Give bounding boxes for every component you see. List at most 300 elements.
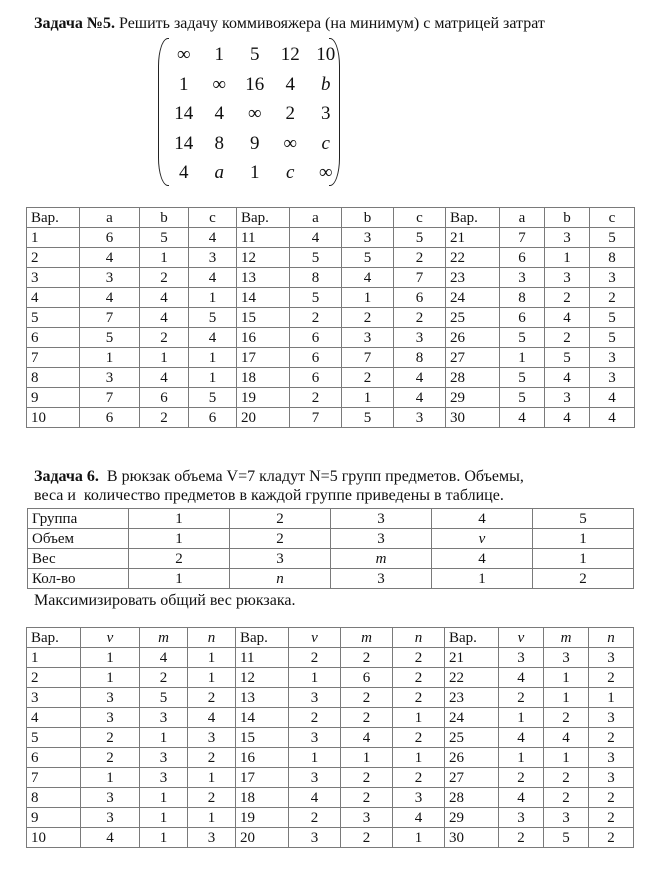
table-cell: 3 [80, 268, 140, 288]
table-cell: 8 [394, 348, 446, 368]
table-cell: 3 [544, 648, 589, 668]
table-row [27, 728, 634, 748]
table-cell: 5 [140, 688, 188, 708]
table-cell: 2 [394, 248, 446, 268]
table-cell: 1 [140, 248, 189, 268]
table-cell: 6 [500, 248, 545, 268]
table-cell: 3 [289, 828, 341, 848]
table-cell: 2 [230, 529, 331, 549]
column-header: Вар. [445, 628, 499, 648]
table-cell: 6 [189, 408, 237, 428]
table-cell: 2 [289, 648, 341, 668]
table-cell: 2 [341, 768, 393, 788]
table-cell: 4 [394, 388, 446, 408]
table-cell: 2 [589, 728, 634, 748]
table-header-row [27, 208, 635, 228]
matrix-cell: 2 [285, 103, 295, 124]
table-cell: 1 [533, 549, 634, 569]
table-cell: 2 [140, 268, 189, 288]
task5-heading [34, 15, 545, 33]
table-cell: 1 [140, 348, 189, 368]
matrix-cell: 8 [214, 132, 224, 154]
table-cell: 2 [589, 788, 634, 808]
variant-number: 19 [237, 388, 290, 408]
table-cell: 5 [500, 388, 545, 408]
variant-number: 3 [27, 688, 81, 708]
variant-number: 18 [236, 788, 289, 808]
table-cell: 3 [289, 728, 341, 748]
table-cell: 3 [589, 708, 634, 728]
table-cell: 3 [589, 648, 634, 668]
table-cell: 1 [81, 648, 140, 668]
table-cell: 2 [533, 569, 634, 589]
matrix-cell: 1 [179, 73, 189, 95]
variant-number: 5 [27, 728, 81, 748]
table-cell: 4 [290, 228, 342, 248]
table-cell: 2 [342, 368, 394, 388]
table-cell: 7 [500, 228, 545, 248]
table-cell: 1 [289, 668, 341, 688]
table-cell: 5 [342, 408, 394, 428]
table-cell: 3 [81, 808, 140, 828]
table-cell: 2 [230, 509, 331, 529]
matrix-cell: c [286, 162, 295, 183]
table-cell: 3 [289, 688, 341, 708]
table-cell: 6 [290, 368, 342, 388]
table-cell: 7 [290, 408, 342, 428]
table-cell: 4 [189, 228, 237, 248]
table-cell: 4 [500, 408, 545, 428]
table-cell: 3 [341, 808, 393, 828]
variant-number: 1 [27, 228, 80, 248]
table-cell: 4 [140, 308, 189, 328]
table-cell: 3 [499, 808, 544, 828]
matrix-grid [166, 40, 344, 188]
task6-heading [34, 467, 524, 505]
table-row [27, 368, 635, 388]
table-cell: 2 [393, 768, 445, 788]
table-row [27, 388, 635, 408]
variant-number: 20 [237, 408, 290, 428]
variant-number: 21 [446, 228, 500, 248]
table-cell: 3 [589, 768, 634, 788]
column-header: Вар. [237, 208, 290, 228]
variant-number: 28 [445, 788, 499, 808]
table-cell: 1 [500, 348, 545, 368]
table-cell: 4 [140, 648, 188, 668]
variant-number: 17 [236, 768, 289, 788]
table-cell: 1 [393, 708, 445, 728]
column-header: b [545, 208, 590, 228]
table-cell: 4 [81, 828, 140, 848]
variant-number: 22 [446, 248, 500, 268]
table-cell: v [432, 529, 533, 549]
table-cell: 2 [129, 549, 230, 569]
table-cell: 3 [80, 368, 140, 388]
variant-number: 4 [27, 288, 80, 308]
table-cell: 8 [290, 268, 342, 288]
table-cell: 5 [500, 328, 545, 348]
table-row [27, 248, 635, 268]
task6-line1: В рюкзак объема V=7 кладут N=5 групп предметов. Объемы, [98, 468, 524, 485]
table-cell: 2 [589, 808, 634, 828]
column-header: c [590, 208, 635, 228]
table-cell: 5 [394, 228, 446, 248]
table-cell: 3 [590, 348, 635, 368]
table-cell: 4 [545, 408, 590, 428]
matrix-cell: 3 [321, 103, 331, 124]
table-cell: 5 [290, 288, 342, 308]
table-cell: 1 [189, 348, 237, 368]
table-cell: 6 [341, 668, 393, 688]
variant-number: 7 [27, 348, 80, 368]
column-header: c [189, 208, 237, 228]
variant-number: 13 [237, 268, 290, 288]
column-header: m [341, 628, 393, 648]
table-cell: 1 [188, 668, 236, 688]
table-cell: 1 [129, 509, 230, 529]
table-cell: 4 [590, 408, 635, 428]
variant-number: 27 [445, 768, 499, 788]
table-cell: 3 [81, 708, 140, 728]
table-row [27, 708, 634, 728]
table-row [27, 828, 634, 848]
table-cell: 6 [290, 348, 342, 368]
cost-matrix [158, 38, 340, 186]
table-cell: 2 [289, 808, 341, 828]
table-cell: 4 [342, 268, 394, 288]
table-cell: 4 [394, 368, 446, 388]
variant-number: 27 [446, 348, 500, 368]
knapsack-groups-table [27, 508, 634, 589]
matrix-cell: 4 [179, 162, 189, 183]
table-cell: 1 [80, 348, 140, 368]
table-cell: 2 [140, 668, 188, 688]
table-cell: 4 [80, 248, 140, 268]
variant-number: 1 [27, 648, 81, 668]
variant-number: 14 [236, 708, 289, 728]
table-cell: 3 [394, 328, 446, 348]
variant-number: 30 [445, 828, 499, 848]
column-header: n [589, 628, 634, 648]
table-cell: 5 [590, 328, 635, 348]
matrix-cell: ∞ [283, 132, 298, 154]
table-cell: 5 [342, 248, 394, 268]
table-cell: 1 [129, 529, 230, 549]
table-cell: 1 [140, 808, 188, 828]
table-cell: 5 [590, 308, 635, 328]
table-cell: 2 [590, 288, 635, 308]
task6-label: Задача 6. [34, 468, 99, 485]
table-cell: 2 [341, 688, 393, 708]
table-cell: 2 [140, 408, 189, 428]
column-header: m [140, 628, 188, 648]
table-cell: 6 [500, 308, 545, 328]
variant-number: 16 [236, 748, 289, 768]
table-cell: m [331, 549, 432, 569]
matrix-cell: b [321, 73, 331, 95]
column-header: v [499, 628, 544, 648]
variant-number: 28 [446, 368, 500, 388]
table-cell: 2 [188, 748, 236, 768]
variant-number: 6 [27, 328, 80, 348]
table-row [27, 268, 635, 288]
table-cell: 2 [545, 288, 590, 308]
table-cell: 4 [393, 808, 445, 828]
column-header: v [81, 628, 140, 648]
variant-number: 12 [236, 668, 289, 688]
table-cell: 4 [289, 788, 341, 808]
table-cell: 1 [140, 728, 188, 748]
matrix-cell: 1 [250, 162, 260, 183]
variant-number: 2 [27, 668, 81, 688]
table-cell: 3 [230, 549, 331, 569]
table-cell: 1 [289, 748, 341, 768]
table-row [27, 748, 634, 768]
table-cell: 1 [188, 768, 236, 788]
column-header: a [500, 208, 545, 228]
variant-number: 20 [236, 828, 289, 848]
variant-number: 18 [237, 368, 290, 388]
table-cell: 4 [545, 368, 590, 388]
matrix-cell: 9 [250, 132, 260, 154]
table-cell: 4 [499, 728, 544, 748]
table-cell: 1 [341, 748, 393, 768]
variant-number: 26 [446, 328, 500, 348]
table-cell: 6 [140, 388, 189, 408]
table-cell: 2 [544, 768, 589, 788]
table-cell: 6 [394, 288, 446, 308]
table-cell: 4 [545, 308, 590, 328]
table-cell: 1 [188, 648, 236, 668]
matrix-cell: 1 [214, 44, 224, 65]
table-cell: 2 [341, 648, 393, 668]
table-cell: 2 [544, 708, 589, 728]
variant-number: 10 [27, 408, 80, 428]
row-label: Кол-во [28, 569, 129, 589]
table-cell: 2 [545, 328, 590, 348]
table-cell: 1 [544, 688, 589, 708]
table-cell: 6 [290, 328, 342, 348]
column-header: n [393, 628, 445, 648]
matrix-cell: ∞ [318, 162, 333, 183]
table-cell: 3 [393, 788, 445, 808]
table-row [27, 808, 634, 828]
matrix-cell: 5 [250, 44, 260, 65]
table-cell: 3 [140, 768, 188, 788]
table-row [28, 529, 634, 549]
table-cell: 1 [81, 768, 140, 788]
column-header: b [140, 208, 189, 228]
table-cell: 2 [393, 668, 445, 688]
variant-number: 13 [236, 688, 289, 708]
column-header: a [80, 208, 140, 228]
variant-number: 26 [445, 748, 499, 768]
table-cell: 8 [590, 248, 635, 268]
matrix-cell: 4 [285, 73, 295, 95]
table-cell: 3 [189, 248, 237, 268]
variant-number: 7 [27, 768, 81, 788]
variant-number: 8 [27, 788, 81, 808]
table-cell: 1 [140, 788, 188, 808]
matrix-cell: 16 [245, 73, 265, 95]
table-cell: 2 [544, 788, 589, 808]
table-cell: 1 [545, 248, 590, 268]
table-cell: 3 [544, 808, 589, 828]
table-cell: 3 [590, 268, 635, 288]
table-cell: 3 [331, 529, 432, 549]
table-cell: 6 [80, 408, 140, 428]
matrix-cell: a [214, 162, 224, 183]
table-cell: 4 [499, 668, 544, 688]
column-header: c [394, 208, 446, 228]
matrix-cell: 10 [316, 44, 336, 65]
table-row [28, 509, 634, 529]
table-row [28, 549, 634, 569]
variant-number: 8 [27, 368, 80, 388]
variant-number: 22 [445, 668, 499, 688]
table-cell: 3 [545, 388, 590, 408]
table-cell: 1 [533, 529, 634, 549]
table-cell: 4 [140, 288, 189, 308]
table-cell: 1 [589, 688, 634, 708]
variant-number: 25 [445, 728, 499, 748]
table-cell: 2 [341, 788, 393, 808]
matrix-cell: 14 [174, 132, 194, 154]
table-cell: 3 [81, 688, 140, 708]
table-cell: 5 [533, 509, 634, 529]
variant-number: 16 [237, 328, 290, 348]
table-cell: 3 [499, 648, 544, 668]
table-cell: 5 [500, 368, 545, 388]
table-row [27, 288, 635, 308]
table-cell: 2 [140, 328, 189, 348]
variant-number: 24 [445, 708, 499, 728]
table-cell: 3 [342, 228, 394, 248]
variant-number: 15 [236, 728, 289, 748]
task5-text: Решить задачу коммивояжера (на минимум) с матрицей затрат [115, 15, 545, 32]
variant-number: 25 [446, 308, 500, 328]
row-label: Вес [28, 549, 129, 569]
row-label: Объем [28, 529, 129, 549]
table-row [27, 788, 634, 808]
table-cell: 1 [499, 748, 544, 768]
table-cell: 5 [189, 308, 237, 328]
table-cell: n [230, 569, 331, 589]
table-cell: 1 [189, 368, 237, 388]
variant-number: 5 [27, 308, 80, 328]
table-row [27, 408, 635, 428]
table-row [27, 348, 635, 368]
table-cell: 5 [290, 248, 342, 268]
table-cell: 3 [394, 408, 446, 428]
table-cell: 2 [81, 748, 140, 768]
table-row [27, 688, 634, 708]
variant-number: 10 [27, 828, 81, 848]
table-cell: 3 [188, 828, 236, 848]
row-label: Группа [28, 509, 129, 529]
table-cell: 3 [331, 509, 432, 529]
table-cell: 1 [393, 828, 445, 848]
task6-objective: Максимизировать общий вес рюкзака. [34, 592, 296, 609]
table-header-row [27, 628, 634, 648]
table-cell: 3 [545, 268, 590, 288]
table-cell: 5 [544, 828, 589, 848]
table-cell: 1 [342, 288, 394, 308]
variant-number: 23 [445, 688, 499, 708]
variant-number: 9 [27, 388, 80, 408]
table-cell: 1 [129, 569, 230, 589]
variant-number: 4 [27, 708, 81, 728]
table-cell: 4 [590, 388, 635, 408]
matrix-cell: 4 [214, 103, 224, 124]
table-cell: 2 [393, 688, 445, 708]
table-cell: 1 [393, 748, 445, 768]
table-row [28, 569, 634, 589]
table-cell: 6 [80, 228, 140, 248]
variant-number: 23 [446, 268, 500, 288]
table-cell: 4 [432, 509, 533, 529]
variant-number: 30 [446, 408, 500, 428]
variant-number: 29 [445, 808, 499, 828]
matrix-cell: c [321, 132, 330, 154]
table-cell: 1 [81, 668, 140, 688]
column-header: m [544, 628, 589, 648]
variant-number: 9 [27, 808, 81, 828]
table-cell: 3 [500, 268, 545, 288]
table-cell: 2 [589, 668, 634, 688]
matrix-cell: ∞ [247, 103, 262, 124]
table-cell: 2 [499, 828, 544, 848]
table-row [27, 308, 635, 328]
table-cell: 2 [289, 708, 341, 728]
table-cell: 3 [140, 748, 188, 768]
table-cell: 2 [499, 768, 544, 788]
table-cell: 4 [140, 368, 189, 388]
table-cell: 1 [342, 388, 394, 408]
variant-number: 14 [237, 288, 290, 308]
variant-number: 19 [236, 808, 289, 828]
table-cell: 1 [432, 569, 533, 589]
table-cell: 8 [500, 288, 545, 308]
variant-number: 15 [237, 308, 290, 328]
table-cell: 5 [545, 348, 590, 368]
variant-number: 6 [27, 748, 81, 768]
table-cell: 1 [544, 668, 589, 688]
variant-number: 11 [236, 648, 289, 668]
table-cell: 4 [80, 288, 140, 308]
column-header: b [342, 208, 394, 228]
table-row [27, 228, 635, 248]
table-cell: 5 [590, 228, 635, 248]
variant-number: 21 [445, 648, 499, 668]
task5-variants-table [26, 207, 635, 428]
table-cell: 2 [341, 828, 393, 848]
table-cell: 3 [81, 788, 140, 808]
table-cell: 1 [140, 828, 188, 848]
table-cell: 1 [188, 808, 236, 828]
matrix-cell: 14 [174, 103, 194, 124]
table-cell: 3 [545, 228, 590, 248]
column-header: a [290, 208, 342, 228]
table-row [27, 648, 634, 668]
table-cell: 1 [189, 288, 237, 308]
table-row [27, 668, 634, 688]
table-cell: 1 [544, 748, 589, 768]
table-cell: 2 [342, 308, 394, 328]
column-header: Вар. [27, 208, 80, 228]
table-cell: 3 [342, 328, 394, 348]
